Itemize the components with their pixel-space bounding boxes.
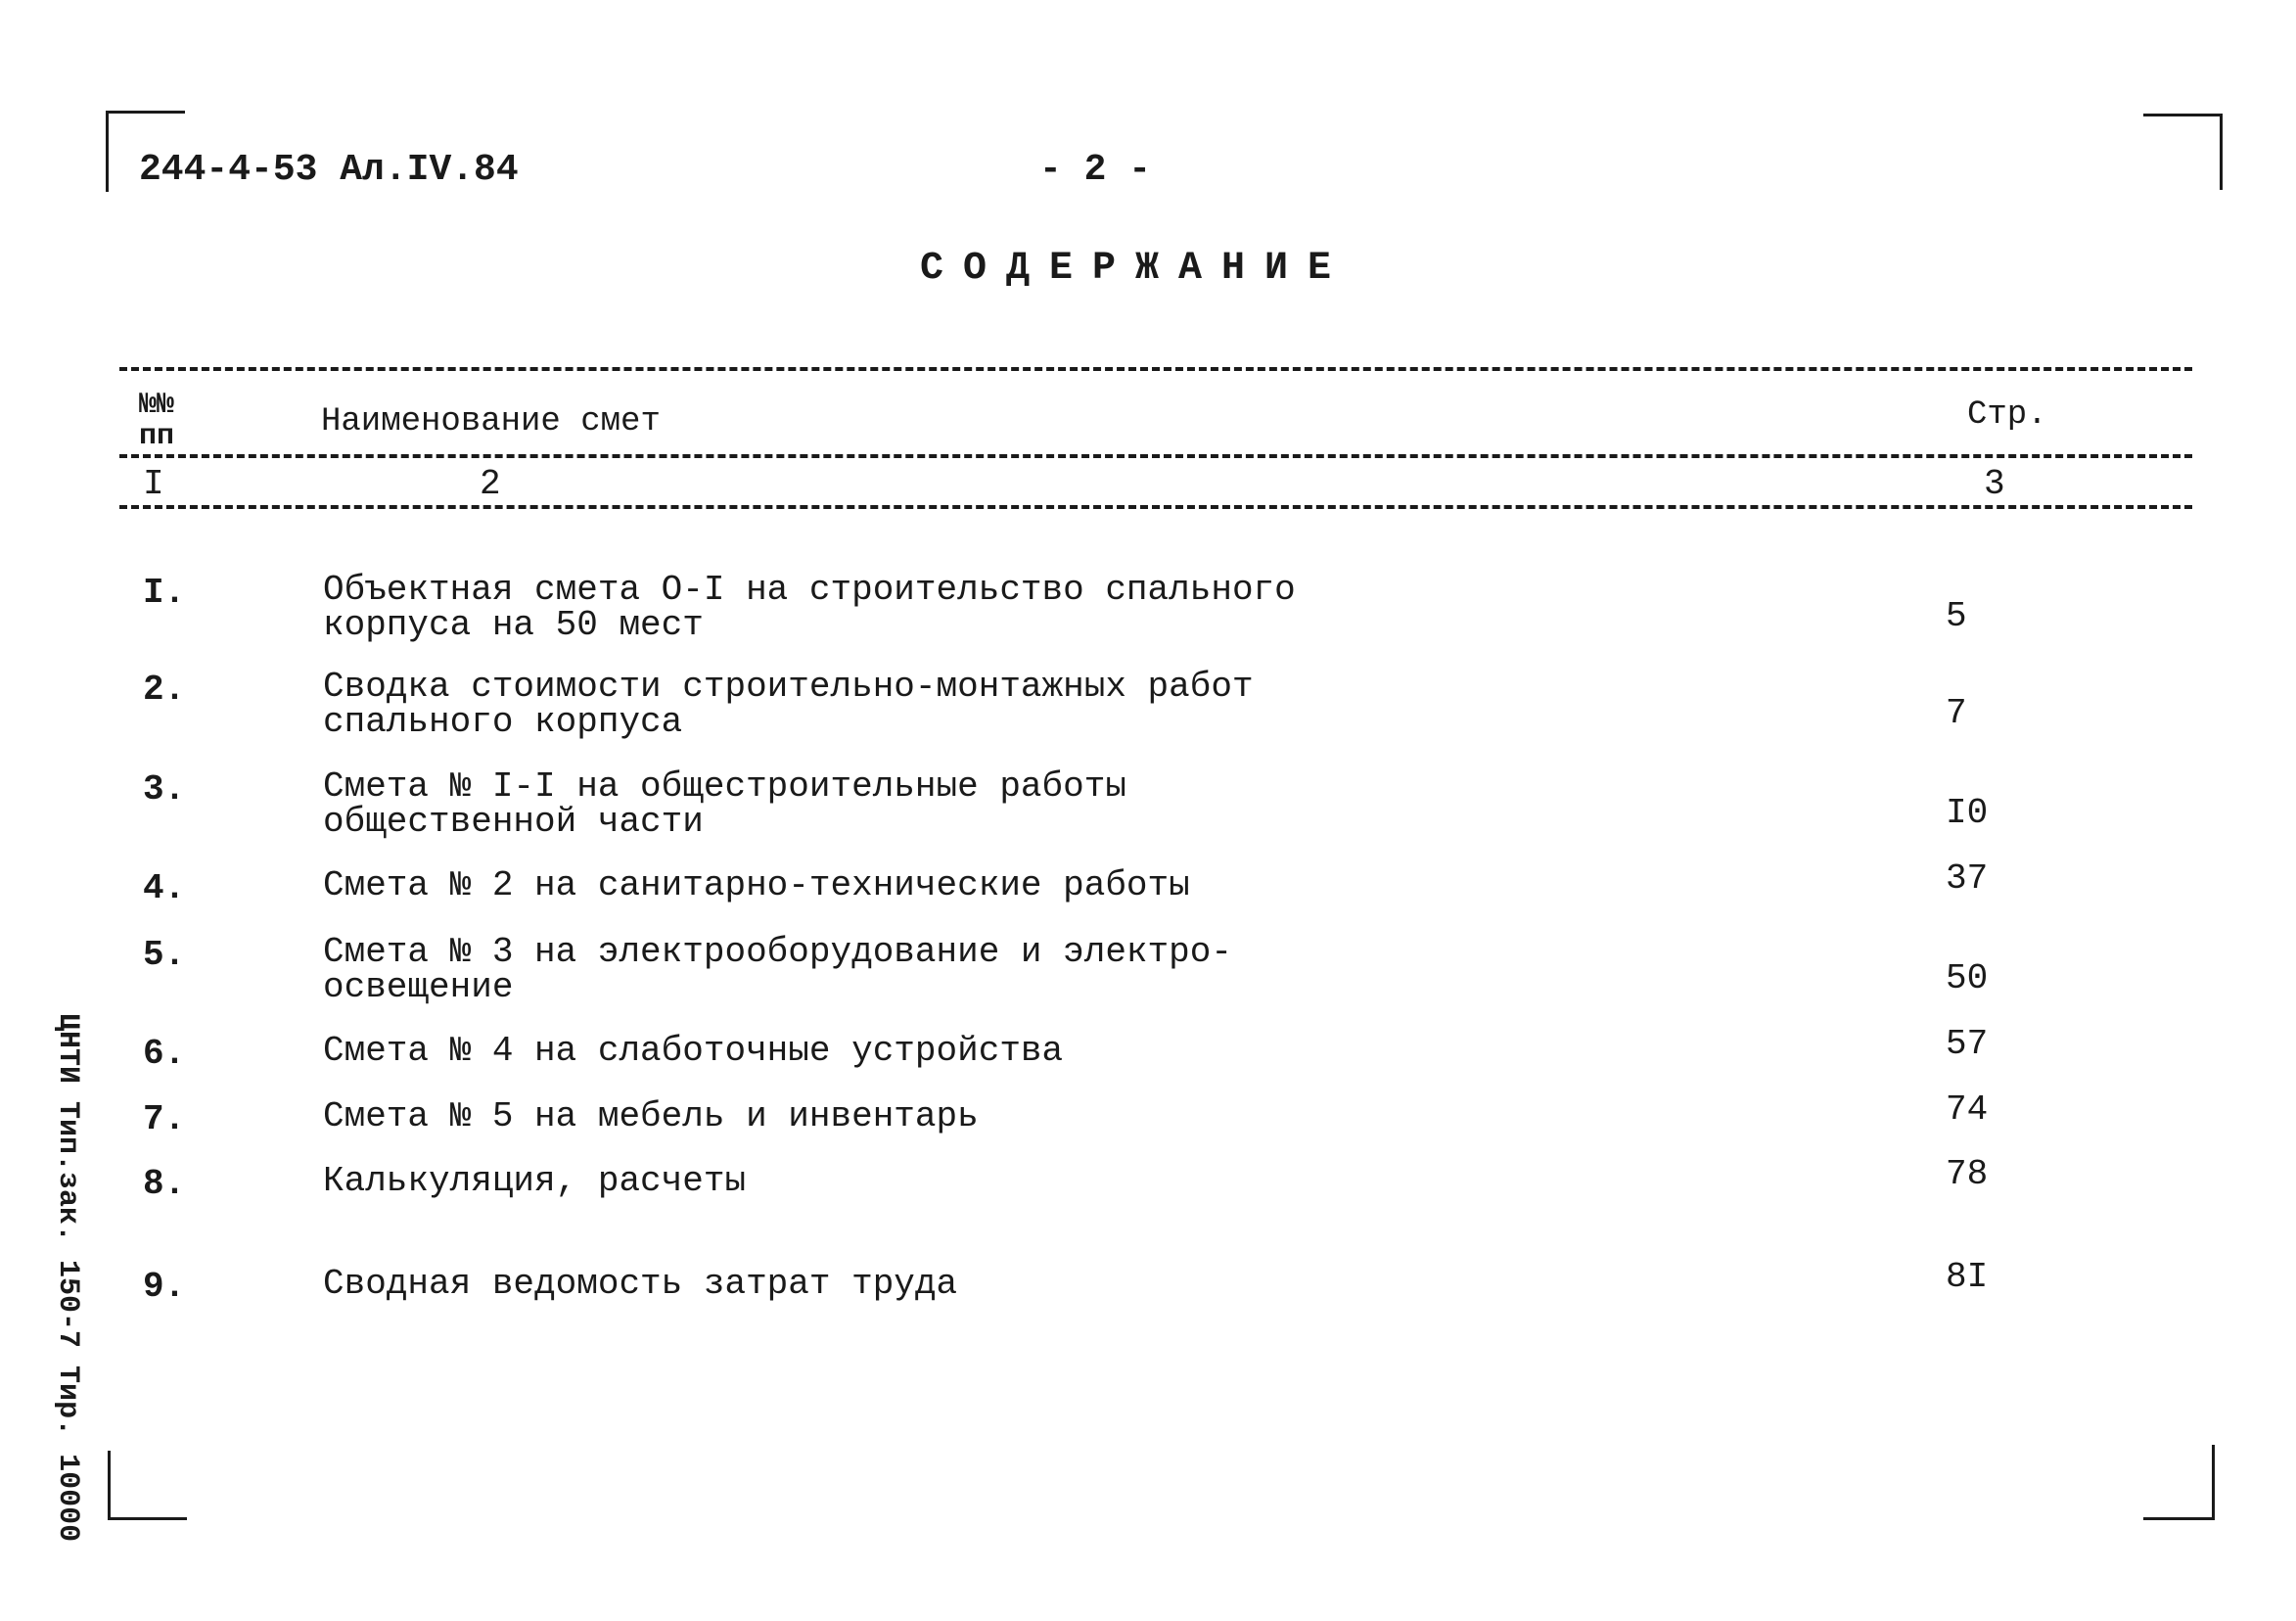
row-title: Сводная ведомость затрат труда [323,1264,958,1304]
row-number: 9. [143,1267,186,1307]
row-number: 3. [143,769,186,810]
row-page: 37 [1946,858,1989,899]
row-page: 8I [1946,1257,1989,1297]
row-title: Смета № 2 на санитарно-технические работы [323,865,1190,905]
corner-mark-top-right [2143,114,2223,190]
page-number: - 2 - [1039,149,1152,191]
table-column-number-rule [119,505,2192,509]
row-number: 4. [143,868,186,908]
column-header-number: №№ пп [139,389,175,453]
row-page: 5 [1946,596,1967,636]
row-title: Смета № I-I на общестроительные работы общественной части [323,766,1126,842]
row-title: Сводка стоимости строительно-монтажных работ спального корпуса [323,667,1254,742]
column-number-1: I [143,464,164,504]
column-header-page: Стр. [1967,396,2047,434]
printer-stamp: ЦНТИ Тип.зак. 150-7 Тир. 10000 [51,1013,84,1543]
row-number: 8. [143,1164,186,1204]
table-top-rule [119,367,2192,371]
corner-mark-bottom-right [2143,1445,2215,1520]
row-title: Объектная смета О-I на строительство спального корпуса на 50 мест [323,570,1296,645]
row-page: 7 [1946,693,1967,733]
row-number: 5. [143,935,186,975]
row-title: Калькуляция, расчеты [323,1161,747,1201]
row-title: Смета № 5 на мебель и инвентарь [323,1096,979,1136]
page-title: СОДЕРЖАНИЕ [920,247,1352,291]
table-row [0,570,2296,651]
corner-mark-bottom-left [108,1451,187,1520]
row-page: 50 [1946,958,1989,998]
column-header-name: Наименование смет [321,403,661,440]
document-code: 244-4-53 Ал.IV.84 [139,149,519,191]
table-row [0,1154,2296,1242]
row-number: 6. [143,1034,186,1074]
row-number: I. [143,573,186,613]
row-number: 2. [143,670,186,710]
column-number-3: 3 [1984,464,2005,504]
table-row [0,766,2296,848]
row-page: I0 [1946,793,1989,833]
column-number-2: 2 [480,464,501,504]
row-page: 74 [1946,1089,1989,1130]
row-page: 78 [1946,1154,1989,1194]
row-number: 7. [143,1099,186,1139]
row-page: 57 [1946,1024,1989,1064]
table-row [0,1257,2296,1345]
table-header-rule [119,454,2192,458]
row-title: Смета № 3 на электрооборудование и электро- освещение [323,932,1232,1007]
row-title: Смета № 4 на слаботочные устройства [323,1031,1064,1071]
table-row [0,932,2296,1013]
table-row [0,667,2296,748]
